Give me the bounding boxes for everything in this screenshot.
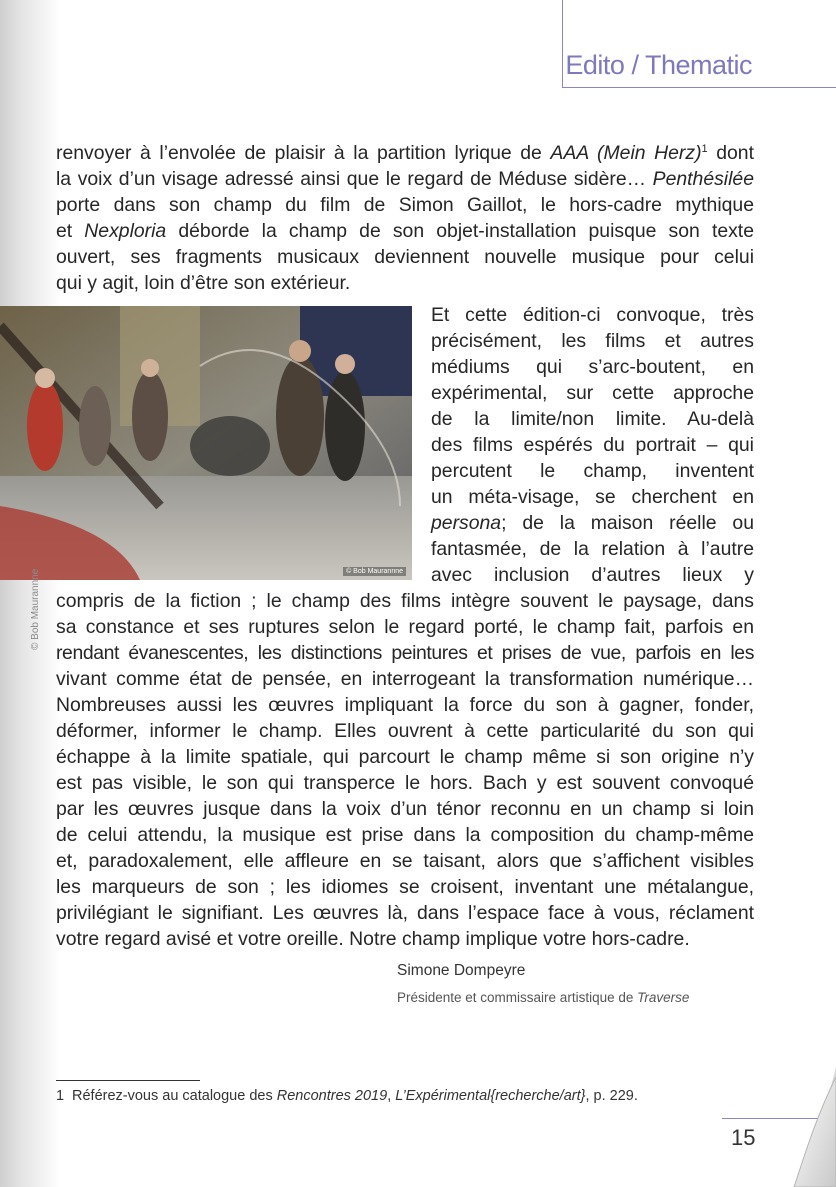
body-line: rendant évanescentes, les distinctions peintures et prises de vue, parfois en les [56,642,754,664]
body-line: déformer, informer le champ. Elles ouvrent à cette particularité du son qui [56,720,754,742]
intro-paragraph [56,140,754,296]
body-line: échappe à la limite spatiale, qui parcourt le champ même si son origine n’y [56,746,754,768]
body-line: Nombreuses aussi les œuvres impliquant la force du son à gagner, fonder, [56,694,754,716]
column-line: Et cette édition-ci convoque, très [431,304,754,326]
column-line: des films espérés du portrait – qui [431,434,754,456]
footnote-number: 1 [56,1088,65,1104]
photo-illustration [0,306,412,580]
column-line: persona; de la maison réelle ou [431,512,754,534]
body-paragraph [56,588,754,952]
column-line: un méta-visage, se cherchent en [431,486,754,508]
footnote: 1 Référez-vous au catalogue des Rencontres 2019, L’Expérimental{recherche/art}, p. 229. [56,1088,638,1104]
column-line: avec inclusion d’autres lieux y [431,564,754,586]
column-line: percutent le champ, inventent [431,460,754,482]
body-line: privilégiant le signifiant. Les œuvres là, dans l’espace face à vous, réclament [56,902,754,924]
body-line: et, paradoxalement, elle affleure en se taisant, alors que s’affichent visibles [56,850,754,872]
column-line: médiums qui s’arc-boutent, en [431,356,754,378]
column-paragraph [431,302,754,588]
photo-credit: © Bob Maurannne [343,567,406,576]
body-line: de celui attendu, la musique est prise dans la composition du champ-même [56,824,754,846]
body-line: par les œuvres jusque dans la voix d’un ténor reconnu en un champ si loin [56,798,754,820]
column-line: fantasmée, de la relation à l’autre [431,538,754,560]
side-photo-credit: © Bob Maurannne [30,568,41,650]
author-role: Présidente et commissaire artistique de Traverse [397,990,690,1005]
body-line: vivant comme état de pensée, en interrogeant la transformation numérique… [56,668,754,690]
column-line: de la limite/non limite. Au-delà [431,408,754,430]
column-line: expérimental, sur cette approche [431,382,754,404]
page-curl-icon [756,1067,836,1187]
footnote-ref: 1 [701,143,708,155]
footnote-divider [56,1080,200,1081]
body-line: votre regard avisé et votre oreille. Notre champ implique votre hors-cadre. [56,928,690,950]
body-line: les marqueurs de son ; les idiomes se croisent, inventant une métalangue, [56,876,754,898]
intro-line-1: renvoyer à l’envolée de plaisir à la partition lyrique de AAA (Mein Herz)$^1$ dont [56,142,754,164]
exhibition-photo [0,306,412,580]
intro-line-5: ouvert, ses fragments musicaux deviennent nouvelle musique pour celui [56,246,754,268]
page-number: 15 [731,1125,756,1150]
intro-line-2: la voix d’un visage adressé ainsi que le regard de Méduse sidère… Penthésilée [56,168,754,190]
column-line: précisément, les films et autres [431,330,754,352]
intro-line-4: et Nexploria déborde la champ de son objet-installation puisque son texte [56,220,754,242]
author-name: Simone Dompeyre [397,962,526,979]
body-line: sa constance et ses ruptures selon le regard porté, le champ fait, parfois en [56,616,754,638]
intro-line-3: porte dans son champ du film de Simon Gaillot, le hors-cadre mythique [56,194,754,216]
section-title: Edito / Thematic [565,50,752,80]
body-line: est pas visible, le son qui transperce le hors. Bach y est souvent convoqué [56,772,754,794]
body-line: compris de la fiction ; le champ des films intègre souvent le paysage, dans [56,590,754,612]
intro-line-6: qui y agit, loin d’être son extérieur. [56,272,351,294]
